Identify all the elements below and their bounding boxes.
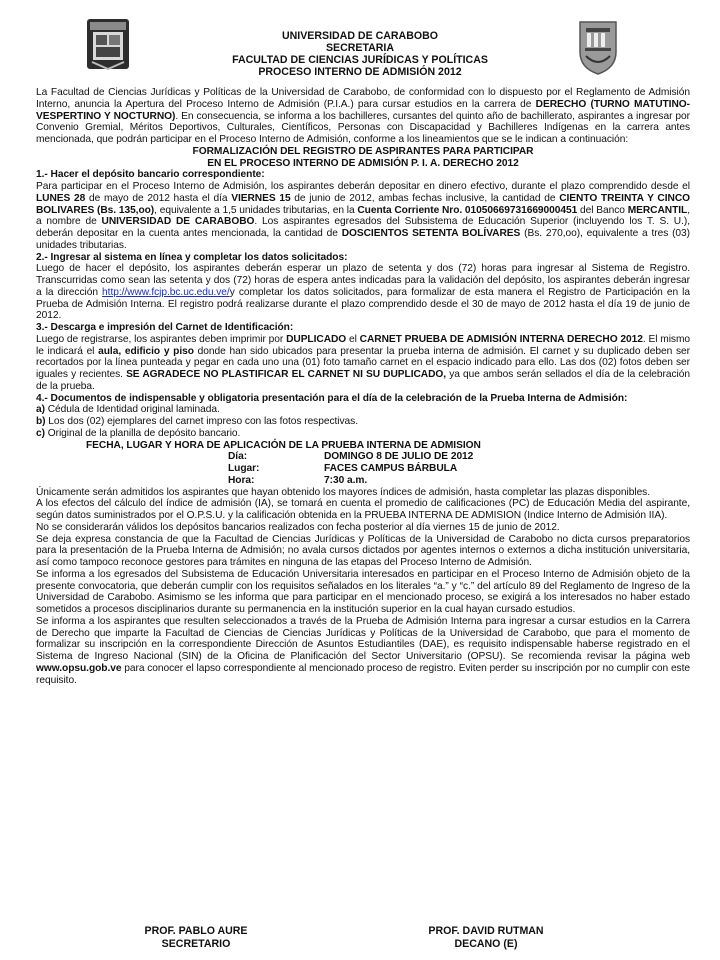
list-text: Los dos (02) ejemplares del carnet impreso con las fotos respectivas. — [45, 416, 358, 427]
s3-t5: ya que ambos serán sellados el día de la celebración de la prueba. — [36, 369, 690, 392]
list-text: Cédula de Identidad original laminada. — [44, 404, 220, 416]
schedule-title: FECHA, LUGAR Y HORA DE APLICACIÓN DE LA PRUEBA INTERNA DE ADMISION — [86, 439, 481, 451]
formalization-title-line2: EN EL PROCESO INTERNO DE ADMISIÓN P. I. A. DERECHO 2012 — [207, 157, 519, 169]
s3-t1: Luego de registrarse, los aspirantes deben imprimir por — [36, 333, 287, 345]
intro-career: DERECHO (TURNO MATUTINO-VESPERTINO Y NOCTURNO) — [36, 98, 690, 122]
opsu-website: www.opsu.gob.ve — [36, 662, 122, 674]
s3-b3: aula, edificio y piso — [98, 345, 194, 357]
document-list-item — [36, 428, 690, 440]
section-2-text — [36, 263, 690, 322]
section-1-title: 1.- Hacer el depósito bancario correspondiente: — [36, 169, 265, 181]
section-3-title: 3.- Descarga e impresión del Carnet de Identificación: — [36, 322, 294, 333]
schedule-row — [36, 463, 690, 475]
s2-t2: y completar los datos solicitados, para formalizar de esta manera el Registro de Participación en la Prueba de Admisión Interna. El registro podrá realizarse durante el plazo comprendido desde el 30 de mayo de 2012 hasta el día 19 de junio de 2012. — [36, 286, 691, 322]
faculty-name: FACULTAD DE CIENCIAS JURÍDICAS Y POLÍTICAS — [232, 54, 488, 66]
s1-amount2: DOSCIENTOS SETENTA BOLÍVARES — [341, 228, 521, 239]
schedule-row — [36, 475, 690, 487]
formalization-title-line1: FORMALIZACIÓN DEL REGISTRO DE ASPIRANTES PARA PARTICIPAR — [192, 145, 534, 157]
signature-dean — [386, 925, 586, 951]
intro-paragraph — [36, 87, 690, 146]
s1-holder: UNIVERSIDAD DE CARABOBO — [101, 216, 255, 228]
s1-bank: MERCANTIL — [627, 204, 688, 216]
intro-text-a: La Facultad de Ciencias Jurídicas y Políticas de la Universidad de Carabobo, de conformidad con lo dispuesto por el Reglamento de Admisión Interno, anuncia la Apertura del Proceso Interno de Admisión (P.I.A.) para cursar estudios en la carrera de — [36, 87, 690, 110]
document-header — [150, 30, 570, 78]
p6-text-a: Se informa a los aspirantes que resulten seleccionados a través de la Prueba de Admisión Interna para ingresar a cursar estudios en la Carrera de Derecho que imparte la Facultad de Ciencias de Ciencias Jurídicas y Políticas de la Universidad de Carabobo, que para el momento de formalizar su inscripción en la correspondiente Dirección de Asuntos Estudiantiles (DAE), es requisito indispensable haberse registrado en el Sistema de Ingreso Nacional (SIN) de la Oficina de Planificación del Sector Universitario (OPSU). Se recomienda revisar la página web — [36, 615, 690, 662]
closing-paragraph-2: A los efectos del cálculo del índice de admisión (IA), se tomará en cuenta el promedio de calificaciones (PC) de Educación Media del aspirante, según datos suministrados por el O.P.S.U. y la calificación obtenida en la PRUEBA INTERNA DE ADMISION (Indice Interno de Admisión IIA). — [36, 498, 690, 521]
s3-b2: CARNET PRUEBA DE ADMISIÓN INTERNA DERECHO 2012 — [359, 333, 643, 345]
list-letter: a) — [36, 404, 45, 416]
schedule-row — [36, 451, 690, 463]
s3-b1: DUPLICADO — [286, 333, 347, 345]
formalization-title — [36, 146, 690, 170]
s1-amount1: CIENTO TREINTA Y CINCO BOLIVARES (Bs. 135,oo) — [36, 192, 691, 216]
dean-role: DECANO (E) — [454, 938, 518, 950]
document-list-item — [36, 416, 690, 428]
schedule-key: Hora: — [228, 474, 255, 486]
dean-name: PROF. DAVID RUTMAN — [428, 925, 544, 937]
section-2-title: 2.- Ingresar al sistema en línea y completar los datos solicitados: — [36, 251, 348, 263]
process-title: PROCESO INTERNO DE ADMISIÓN 2012 — [258, 66, 462, 78]
secretary-role: SECRETARIO — [161, 938, 231, 950]
s3-t4: donde han sido ubicados para presentar la prueba interna de admisión. El carnet y su duplicado deben ser recortados por la línea punteada y pegar en cada uno una (01) foto tamaño carnet en el espacio indicado para ello. Las dos (02) fotos deben ser iguales y recientes. — [36, 345, 690, 380]
s3-b4: SE AGRADECE NO PLASTIFICAR EL CARNET NI SU DUPLICADO, — [126, 369, 447, 380]
s1-date2: VIERNES 15 — [231, 192, 291, 204]
s3-t2: el — [346, 333, 360, 345]
intro-text-b: . En consecuencia, se informa a los bachilleres, cursantes del quinto año de bachillerato, aspirantes a ingresar por Convenio Gremial, Méritos Deportivos, Culturales, Científicos, Personas con Discapacidad y Bachilleres Indígenas en la carrera antes mencionada, que podrán participar en el Proceso Interno de Admisión, conforme a los lineamientos que se le indican a continuación: — [36, 110, 690, 145]
document-body — [36, 87, 690, 686]
list-letter: c) — [36, 427, 45, 439]
section-3-text — [36, 334, 690, 393]
section-4-title: 4.- Documentos de indispensable y obligatoria presentación para el día de la celebración de la Prueba Interna de Admisión: — [36, 392, 628, 404]
schedule-value: 7:30 a.m. — [324, 474, 368, 486]
secretary-name: PROF. PABLO AURE — [144, 925, 248, 937]
s1-t4: , equivalente a 1,5 unidades tributarias, en la — [154, 204, 358, 216]
closing-paragraph-6 — [36, 616, 690, 687]
document-list-item — [36, 404, 690, 416]
schedule-value: FACES CAMPUS BÁRBULA — [324, 463, 458, 474]
s1-date1: LUNES 28 — [36, 192, 86, 204]
s1-t3: de junio de 2012, ambas fechas inclusive, la cantidad de — [290, 192, 560, 204]
schedule-value: DOMINGO 8 DE JULIO DE 2012 — [324, 451, 474, 463]
s3-t3: . El mismo le indicará el — [36, 333, 691, 357]
schedule-table — [36, 451, 690, 486]
s1-t2: de mayo de 2012 hasta el día — [85, 192, 232, 204]
office-name: SECRETARIA — [325, 42, 395, 54]
closing-paragraph-4: Se deja expresa constancia de que la Facultad de Ciencias Jurídicas y Políticas de la Universidad de Carabobo no dicta cursos preparatorios para la presentación de la Prueba Interna de Admisión; no avala cursos dictados por agentes internos o externos a dicha institución universitaria, así como tampoco reconoce gestores para trámites en ninguna de las etapas del Proceso Interno de Admisión. — [36, 533, 690, 568]
university-name: UNIVERSIDAD DE CARABOBO — [282, 30, 438, 42]
list-letter: b) — [36, 416, 46, 427]
s1-t1: Para participar en el Proceso Interno de Admisión, los aspirantes deberán depositar en dinero efectivo, durante el plazo comprendido desde el — [36, 181, 690, 192]
university-crest-logo — [84, 16, 132, 72]
schedule-key: Lugar: — [228, 463, 260, 474]
schedule-key: Día: — [228, 451, 248, 463]
closing-paragraph-3: No se considerarán válidos los depósitos bancarios realizados con fecha posterior al día viernes 15 de junio de 2012. — [36, 521, 560, 533]
s1-t8: (Bs. 270,oo), equivalente a tres (03) unidades tributarias. — [36, 228, 690, 251]
section-1-text — [36, 181, 690, 252]
closing-paragraph-5: Se informa a los egresados del Subsistema de Educación Universitaria interesados en participar en el Proceso Interno de Admisión objeto de la presente convocatoria, que deberán cumplir con los requisitos señalados en los literales “a.” y “c.” del artículo 89 del Reglamento de Ingreso de la Universidad de Carabobo. Asimismo se les informa que para participar en el mencionado proceso, se exigirá a los interesados no haber estado sometidos a procesos disciplinarios durante su permanencia en la institución superior en la cual hayan cursado estudios. — [36, 568, 690, 615]
s1-account: Cuenta Corriente Nro. 01050669731669000451 — [357, 204, 578, 216]
signature-secretary — [96, 925, 296, 951]
faculty-crest-logo — [576, 18, 620, 76]
p6-text-b: para conocer el lapso correspondiente al mencionado proceso de registro. Eviten perder su inscripción por no cumplir con este requisito. — [36, 662, 690, 686]
list-text: Original de la planilla de depósito bancario. — [44, 427, 241, 439]
s1-t7: . Los aspirantes egresados del Subsistema de Educación Superior (incluyendo los T. S. U.), deberán depositar en la cuenta antes mencionada, la cantidad de — [36, 216, 691, 239]
s2-t1: Luego de hacer el depósito, los aspirantes deberán esperar un plazo de setenta y dos (72) horas para ingresar al Sistema de Registro. Transcurridas como sean las setenta y dos (72) horas de espera antes indicadas para la validación del depósito, los aspirantes deberán ingresar a la dirección — [36, 263, 690, 298]
s1-t6: , a nombre de — [36, 204, 691, 228]
closing-paragraph-1: Únicamente serán admitidos los aspirantes que hayan obtenido los mayores índices de admisión, hasta completar las plazas disponibles. — [36, 486, 651, 498]
registration-link[interactable]: http://www.fcjp.bc.uc.edu.ve/ — [102, 286, 230, 298]
s1-t5: del Banco — [577, 204, 628, 216]
